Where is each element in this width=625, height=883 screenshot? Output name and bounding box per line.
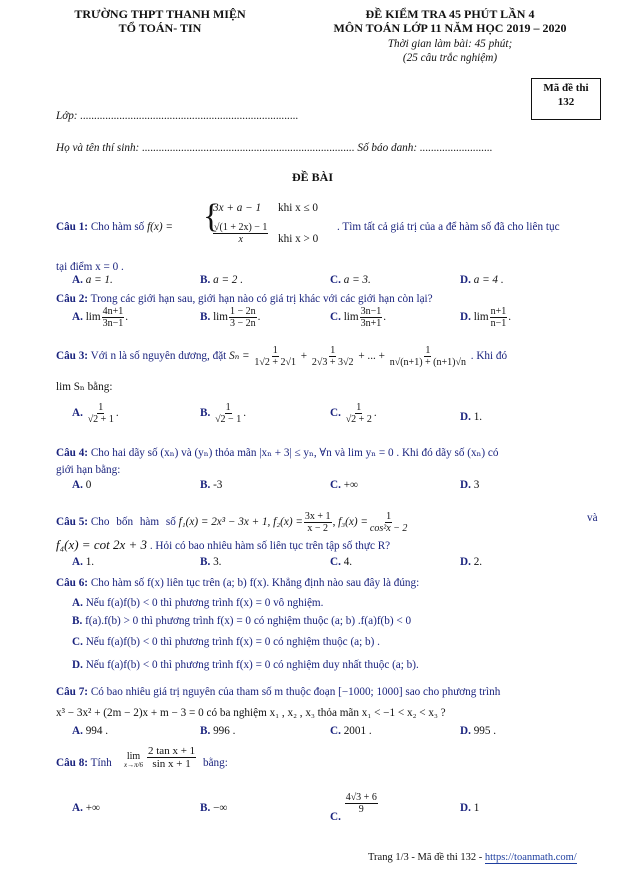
q1-text-b: . Tìm tất cả giá trị của a để hàm số đã cho liên tục [337, 221, 560, 233]
question-8: Câu 8: Tính [56, 757, 112, 769]
q6-option-b[interactable]: B. f(a).f(b) > 0 thì phương trình f(x) = 0 có nghiệm thuộc (a; b) .f(a)f(b) < 0 [72, 615, 412, 627]
q6-text: Cho hàm số f(x) liên tục trên (a; b) f(x). Khẳng định nào sau đây là đúng: [90, 577, 420, 589]
student-name-field: Họ và tên thí sinh: ............................................................................ Số báo danh: .......................... [56, 142, 493, 154]
q3-text-c: lim Sₙ bằng: [56, 381, 113, 393]
q5-text-a: Cho bốn hàm số [90, 516, 176, 529]
q8-option-c[interactable]: C. $\frac{4√3 + 6}{9}$ [330, 792, 377, 824]
question-2: Câu 2: Trong các giới hạn sau, giới hạn nào có giá trị khác với các giới hạn còn lại? [56, 293, 433, 305]
q5-text-b: . Hỏi có bao nhiêu hàm số liên tục trên tập số thực R? [149, 540, 391, 552]
q8-option-d[interactable]: D. 1 [460, 802, 480, 814]
q3-text-b: . Khi đó [470, 350, 508, 363]
q4-option-d[interactable]: D. 3 [460, 479, 480, 491]
q1-option-d[interactable]: D. a = 4 . [460, 274, 504, 286]
q4-text-a: Cho hai dãy số (xₙ) và (yₙ) thỏa mãn |xₙ + 3| ≤ yₙ, ∀n và lim yₙ = 0 . Khi đó dãy số (xₙ) có [90, 447, 499, 459]
exam-subject: MÔN TOÁN LỚP 11 NĂM HỌC 2019 – 2020 [333, 21, 567, 35]
q1-piece-2 [212, 222, 269, 245]
q5-line-2: f₄(x) = cot 2x + 3 . Hỏi có bao nhiêu hàm số liên tục trên tập số thực R? [56, 537, 391, 552]
q1-cond-1: khi x ≤ 0 [278, 202, 319, 214]
q1-option-b[interactable]: B. a = 2 . [200, 274, 243, 286]
q2-text: Trong các giới hạn sau, giới hạn nào có giá trị khác với các giới hạn còn lại? [90, 293, 433, 305]
q8-limit: lim x→π/6 [124, 751, 144, 769]
q8-option-b[interactable]: B. −∞ [200, 802, 228, 814]
q7-option-b[interactable]: B. 996 . [200, 725, 236, 737]
exam-code-box [531, 78, 601, 120]
question-3: Câu 3: Với n là số nguyên dương, đặt Sₙ = $\frac{1}{1√2 + 2√1}$ + $\frac{1}{2√3 + 3√2}$ + ... + $\frac{1}{n√(n+1) + (n+1)√n}$ . Khi đó [56, 345, 508, 368]
footer-link[interactable]: https://toanmath.com/ [484, 852, 577, 863]
question-1 [56, 220, 173, 234]
q5-option-b[interactable]: B. 3. [200, 556, 222, 568]
q7-option-c[interactable]: C. 2001 . [330, 725, 372, 737]
q6-option-c[interactable]: C. Nếu f(a)f(b) < 0 thì phương trình f(x) = 0 có nghiệm thuộc (a; b) . [72, 636, 380, 648]
q1-piece-2-den: x [238, 234, 243, 245]
q2-option-b[interactable]: B. lim $\frac{1 - 2n}{3 - 2n}$ . [200, 306, 261, 329]
school-name: TRƯỜNG THPT THANH MIỆN [74, 7, 246, 21]
q8-option-a[interactable]: A. +∞ [72, 802, 100, 814]
question-5: Câu 5: Cho bốn hàm số f₁(x) = 2x³ − 3x + 1, f₂(x) = $\frac{3x + 1}{x - 2}$ , f₃(x) = $\frac{1}{\text{cos²x − 2}}$ [56, 511, 408, 534]
q4-option-a[interactable]: A. 0 [72, 479, 92, 491]
q1-option-a[interactable]: A. a = 1. [72, 274, 113, 286]
q3-option-a[interactable]: A. $\frac{1}{√2 + 1}$ . [72, 402, 119, 425]
question-6: Câu 6: Cho hàm số f(x) liên tục trên (a; b) f(x). Khẳng định nào sau đây là đúng: [56, 577, 420, 589]
q3-text-a: Với n là số nguyên dương, đặt [90, 350, 227, 363]
page-footer [368, 851, 577, 864]
question-count: (25 câu trắc nghiệm) [402, 52, 498, 64]
q1-brace: { [203, 198, 220, 235]
q1-cond-2: khi x > 0 [278, 233, 319, 245]
q2-option-d[interactable]: D. lim $\frac{n+1}{n-1}$ . [460, 306, 512, 329]
q6-option-a[interactable]: A. Nếu f(a)f(b) < 0 thì phương trình f(x) = 0 vô nghiệm. [72, 597, 324, 609]
exam-title: ĐỀ KIỂM TRA 45 PHÚT LẦN 4 [365, 7, 535, 21]
q2-option-c[interactable]: C. lim $\frac{3n-1}{3n+1}$ . [330, 306, 387, 329]
q5-and: và [587, 512, 598, 524]
question-7: Câu 7: Có bao nhiêu giá trị nguyên của tham số m thuộc đoạn [−1000; 1000] sao cho phương trình [56, 686, 501, 698]
q5-option-a[interactable]: A. 1. [72, 556, 95, 568]
q1-text-a: Cho hàm số [90, 221, 145, 233]
exam-code-label: Mã đề thi [543, 82, 589, 94]
exam-code-value: 132 [557, 96, 575, 109]
q3-option-c[interactable]: C. $\frac{1}{√2 + 2}$ . [330, 402, 377, 425]
q1-text-c: tại điểm x = 0 . [56, 261, 124, 273]
exam-time: Thời gian làm bài: 45 phút; [387, 38, 513, 50]
q7-text-b: x³ − 3x² + (2m − 2)x + m − 3 = 0 có ba nghiệm x₁ , x₂ , x₃ thỏa mãn x₁ < −1 < x₂ < x₃ ? [56, 707, 446, 719]
q8-text-b: bằng: [203, 757, 228, 769]
q4-option-c[interactable]: C. +∞ [330, 479, 358, 491]
q7-text-a: Có bao nhiêu giá trị nguyên của tham số m thuộc đoạn [−1000; 1000] sao cho phương trình [90, 686, 501, 698]
q4-option-b[interactable]: B. -3 [200, 479, 223, 491]
q8-fraction: $\frac{\text{2 tan x + 1}}{\text{sin x + 1}}$ [148, 745, 196, 771]
q2-option-a[interactable]: A. lim $\frac{4n+1}{3n-1}$ . [72, 306, 129, 329]
q1-option-c[interactable]: C. a = 3. [330, 274, 371, 286]
q7-option-a[interactable]: A. 994 . [72, 725, 109, 737]
q1-func: f(x) = [147, 221, 173, 233]
q3-option-b[interactable]: B. $\frac{1}{√2 - 1}$ . [200, 402, 246, 425]
q5-option-d[interactable]: D. 2. [460, 556, 483, 568]
footer-text: Trang 1/3 - Mã đề thi 132 - [368, 852, 485, 863]
q5-option-c[interactable]: C. 4. [330, 556, 353, 568]
section-title: ĐỀ BÀI [291, 170, 333, 184]
q8-text-a: Tính [90, 757, 112, 769]
department-name: TỔ TOÁN- TIN [118, 21, 202, 35]
q1-piece-1: 3x + a − 1 [213, 202, 262, 214]
question-4: Câu 4: Cho hai dãy số (xₙ) và (yₙ) thỏa mãn |xₙ + 3| ≤ yₙ, ∀n và lim yₙ = 0 . Khi đó dãy số (xₙ) có [56, 447, 499, 459]
q7-option-d[interactable]: D. 995 . [460, 725, 497, 737]
q6-option-d[interactable]: D. Nếu f(a)f(b) < 0 thì phương trình f(x) = 0 có nghiệm duy nhất thuộc (a; b). [72, 659, 419, 671]
q1-label: Câu 1: [56, 221, 89, 233]
class-field: Lớp: .............................................................................. [56, 110, 299, 122]
q4-text-b: giới hạn bằng: [56, 464, 121, 476]
q3-option-d[interactable]: D. 1. [460, 411, 483, 423]
q1-piece-2-num: √(1 + 2x) − 1 [214, 222, 268, 233]
